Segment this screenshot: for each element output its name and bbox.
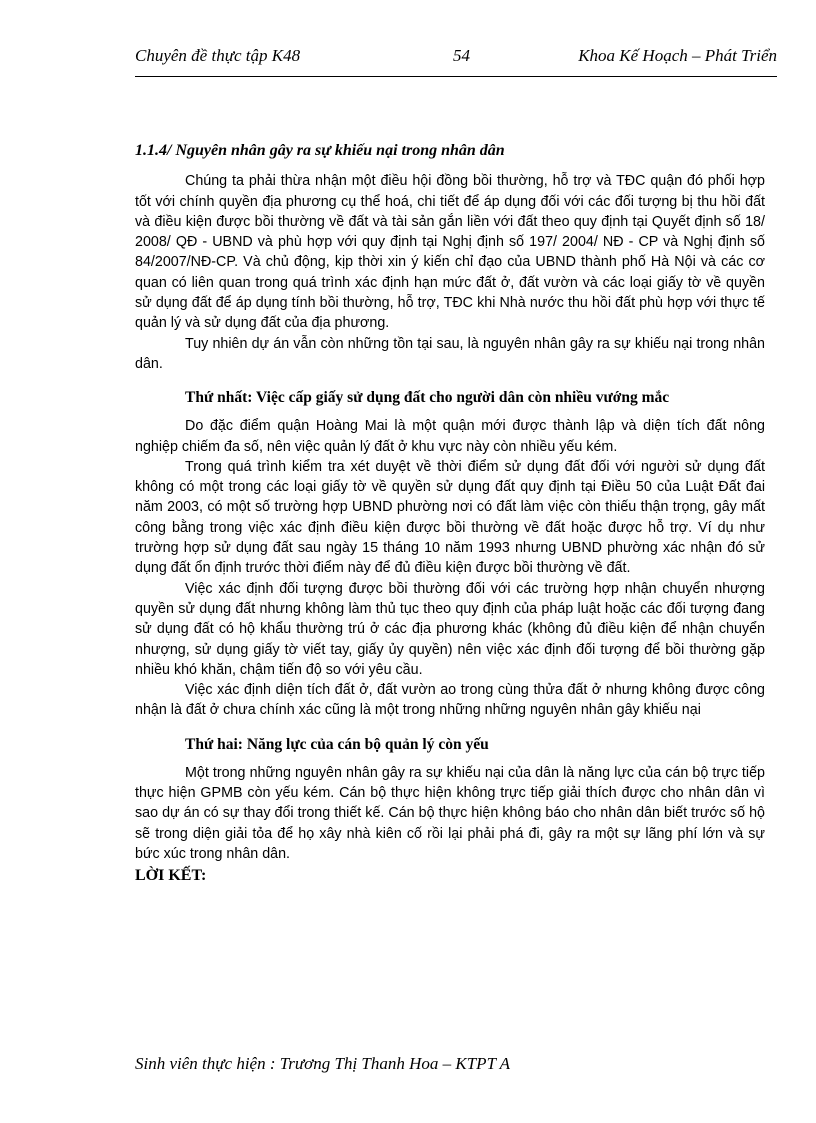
paragraph-4: Trong quá trình kiểm tra xét duyệt về thời điểm sử dụng đất đối với người sử dụng đất không có một trong các loại giấy tờ về quyền sử dụng đất quy định tại Điều 50 của Luật Đất đai năm 2003, có một số trường hợp UBND phường nơi có đất làm việc còn thiếu thận trọng, gây mất công bằng trong việc xác định điều kiện được bồi thường về đất hoặc được hỗ trợ. Ví dụ như trường hợp sử dụng đất sau ngày 15 tháng 10 năm 1993 nhưng UBND phường xác nhận đó sử dụng đất ổn định trước thời điểm này để đủ điều kiện được bồi thường về đất. [135,458,765,577]
paragraph-5: Việc xác định đối tượng được bồi thường đối với các trường hợp nhận chuyển nhượng quyền sử dụng đất nhưng không làm thủ tục theo quy định của pháp luật hoặc các đối tượng đang sử dụng đất có hộ khẩu thường trú ở các địa phương khác (không đủ điều kiện để nhận chuyển nhượng, sử dụng giấy tờ viết tay, giấy ủy quyền) nên việc xác định đối tượng để bồi thường gặp nhiều khó khăn, chậm tiến độ so với yêu cầu. [135,580,765,678]
paragraph-2: Tuy nhiên dự án vẫn còn những tồn tại sau, là nguyên nhân gây ra sự khiếu nại trong nhân dân. [135,335,765,372]
paragraph-7: Một trong những nguyên nhân gây ra sự khiếu nại của dân là năng lực của cán bộ trực tiếp thực hiện GPMB còn yếu kém. Cán bộ thực hiện không trực tiếp giải thích được cho nhân dân vì sao dự án có sự thay đổi trong thiết kế. Cán bộ thực hiện không báo cho nhân dân biết trước số hộ sẽ trong diện giải tỏa để họ xây nhà kiên cố rồi lại phải phá đi, gây ra một sự lãng phí lớn và sự bức xúc trong nhân dân. [135,764,765,862]
paragraph-3: Do đặc điểm quận Hoàng Mai là một quận mới được thành lập và diện tích đất nông nghiệp chiếm đa số, nên việc quản lý đất ở khu vực này còn nhiều yếu kém. [135,418,765,455]
paragraph-1: Chúng ta phải thừa nhận một điều hội đồng bồi thường, hỗ trợ và TĐC quận đó phối hợp tốt với chính quyền địa phương cụ thể hoá, chi tiết để áp dụng đối với các đối tượng bị thu hồi đất và điều kiện được bồi thường về đất và tài sản gắn liền với đất theo quy định tại Quyết định số 18/ 2008/ QĐ - UBND và phù hợp với quy định tại Nghị định số 197/ 2004/ NĐ - CP và Nghị định số 84/2007/NĐ-CP. Và chủ động, kịp thời xin ý kiến chỉ đạo của UBND thành phố Hà Nội và các cơ quan có liên quan trong quá trình xác định hạn mức đất ở, đất vườn và các loại giấy tờ về quyền sử dụng đất để áp dụng tính bồi thường, hỗ trợ, TĐC khi Nhà nước thu hồi đất phù hợp với thực tế quản lý và sử dụng đất của địa phương. [135,173,765,332]
page-number: 54 [453,46,470,65]
subheading-second: Thứ hai: Năng lực của cán bộ quản lý còn yếu [185,735,489,753]
header-left-text: Chuyên đề thực tập K48 [135,46,301,65]
document-body [135,141,765,887]
header-divider [135,76,777,77]
page-footer: Sinh viên thực hiện : Trương Thị Thanh Hoa – KTPT A [135,1054,511,1073]
subheading-first: Thứ nhất: Việc cấp giấy sử dụng đất cho người dân còn nhiều vướng mắc [185,389,670,407]
closing-heading: LỜI KẾT: [135,867,207,885]
page-header [135,46,777,70]
section-title: 1.1.4/ Nguyên nhân gây ra sự khiếu nại trong nhân dân [135,142,505,159]
header-right-text: Khoa Kế Hoạch – Phát Triển [578,46,777,65]
paragraph-6: Việc xác định diện tích đất ở, đất vườn ao trong cùng thửa đất ở nhưng không được công nhận là đất ở chưa chính xác cũng là một trong những những nguyên nhân gây khiếu nại [135,682,765,719]
